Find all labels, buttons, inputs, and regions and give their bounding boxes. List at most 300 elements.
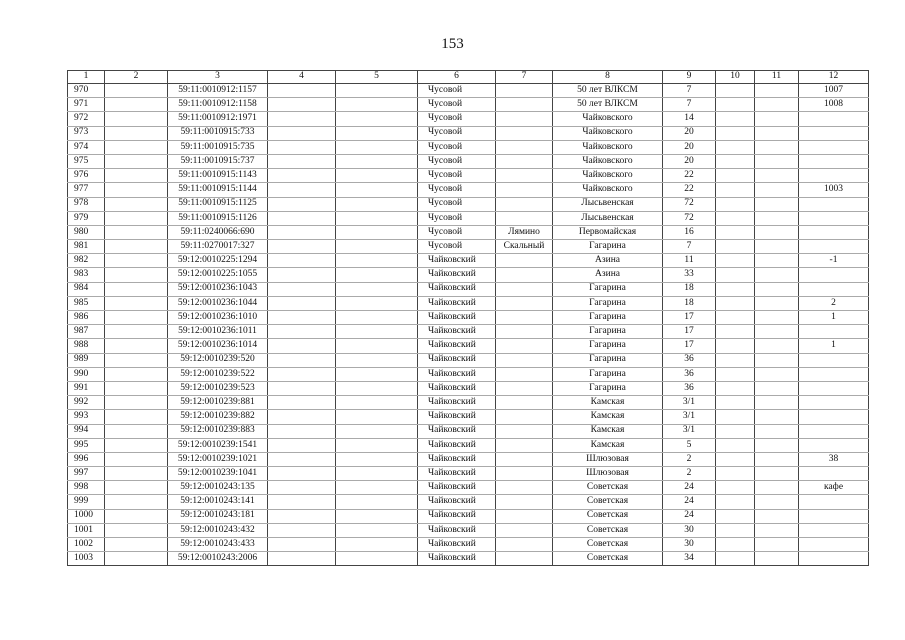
table-cell-col-11 [755, 410, 799, 424]
table-cell-col-11 [755, 339, 799, 353]
table-cell-col-6: Чайковский [418, 481, 496, 495]
table-cell-col-8: Азина [553, 268, 663, 282]
table-row [68, 169, 869, 183]
table-cell-col-2 [105, 240, 168, 254]
table-cell-col-5 [336, 523, 418, 537]
table-cell-col-8: Советская [553, 481, 663, 495]
table-cell-col-10 [716, 268, 755, 282]
table-cell-col-2 [105, 254, 168, 268]
table-cell-col-10 [716, 452, 755, 466]
table-cell-col-8: Гагарина [553, 282, 663, 296]
table-cell-col-1: 982 [68, 254, 105, 268]
table-row [68, 396, 869, 410]
table-cell-col-2 [105, 197, 168, 211]
table-cell-col-4 [268, 296, 336, 310]
table-cell-col-12: 38 [799, 452, 869, 466]
table-cell-col-3: 59:11:0010912:1158 [168, 98, 268, 112]
table-row [68, 112, 869, 126]
table-cell-col-1: 994 [68, 424, 105, 438]
registry-table [67, 70, 869, 566]
table-row [68, 296, 869, 310]
table-cell-col-9: 36 [663, 367, 716, 381]
table-cell-col-12 [799, 197, 869, 211]
table-cell-col-12 [799, 140, 869, 154]
table-cell-col-5 [336, 339, 418, 353]
table-row [68, 424, 869, 438]
table-cell-col-12 [799, 396, 869, 410]
table-cell-col-8: Гагарина [553, 311, 663, 325]
table-cell-col-10 [716, 467, 755, 481]
table-cell-col-2 [105, 169, 168, 183]
table-cell-col-11 [755, 552, 799, 566]
table-cell-col-8: Советская [553, 552, 663, 566]
table-cell-col-9: 3/1 [663, 424, 716, 438]
table-cell-col-2 [105, 353, 168, 367]
table-row [68, 481, 869, 495]
table-cell-col-5 [336, 353, 418, 367]
table-cell-col-10 [716, 552, 755, 566]
table-cell-col-8: Советская [553, 509, 663, 523]
table-cell-col-4 [268, 154, 336, 168]
table-cell-col-4 [268, 268, 336, 282]
table-cell-col-9: 18 [663, 282, 716, 296]
table-cell-col-9: 17 [663, 339, 716, 353]
table-cell-col-12 [799, 523, 869, 537]
table-row [68, 183, 869, 197]
table-cell-col-6: Чусовой [418, 225, 496, 239]
table-cell-col-8: Советская [553, 495, 663, 509]
table-cell-col-1: 977 [68, 183, 105, 197]
table-cell-col-3: 59:12:0010239:1541 [168, 438, 268, 452]
table-cell-col-6: Чайковский [418, 410, 496, 424]
table-cell-col-11 [755, 452, 799, 466]
table-cell-col-6: Чусовой [418, 112, 496, 126]
table-cell-col-3: 59:11:0270017:327 [168, 240, 268, 254]
table-cell-col-7 [496, 154, 553, 168]
table-cell-col-1: 987 [68, 325, 105, 339]
table-cell-col-3: 59:11:0010915:733 [168, 126, 268, 140]
table-cell-col-12 [799, 538, 869, 552]
table-cell-col-6: Чайковский [418, 296, 496, 310]
table-row [68, 467, 869, 481]
table-cell-col-1: 970 [68, 84, 105, 98]
table-cell-col-12 [799, 410, 869, 424]
table-cell-col-6: Чайковский [418, 495, 496, 509]
table-cell-col-2 [105, 225, 168, 239]
table-cell-col-8: Камская [553, 396, 663, 410]
table-cell-col-4 [268, 509, 336, 523]
table-cell-col-4 [268, 211, 336, 225]
table-cell-col-11 [755, 112, 799, 126]
table-cell-col-3: 59:12:0010225:1055 [168, 268, 268, 282]
table-cell-col-3: 59:12:0010243:135 [168, 481, 268, 495]
table-cell-col-12 [799, 424, 869, 438]
table-cell-col-8: Шлюзовая [553, 452, 663, 466]
table-cell-col-9: 72 [663, 197, 716, 211]
table-cell-col-5 [336, 296, 418, 310]
table-cell-col-11 [755, 140, 799, 154]
table-cell-col-10 [716, 481, 755, 495]
column-number-12: 12 [799, 71, 869, 84]
table-cell-col-1: 986 [68, 311, 105, 325]
table-cell-col-5 [336, 98, 418, 112]
table-cell-col-3: 59:12:0010239:1021 [168, 452, 268, 466]
table-cell-col-11 [755, 367, 799, 381]
table-cell-col-1: 997 [68, 467, 105, 481]
table-cell-col-10 [716, 495, 755, 509]
table-cell-col-2 [105, 112, 168, 126]
table-cell-col-4 [268, 481, 336, 495]
table-cell-col-1: 979 [68, 211, 105, 225]
table-row [68, 452, 869, 466]
table-cell-col-3: 59:12:0010243:141 [168, 495, 268, 509]
table-cell-col-2 [105, 325, 168, 339]
table-cell-col-10 [716, 126, 755, 140]
table-cell-col-4 [268, 438, 336, 452]
table-cell-col-3: 59:12:0010239:882 [168, 410, 268, 424]
table-cell-col-10 [716, 211, 755, 225]
table-cell-col-11 [755, 84, 799, 98]
table-cell-col-11 [755, 183, 799, 197]
table-cell-col-7 [496, 396, 553, 410]
table-cell-col-9: 20 [663, 140, 716, 154]
table-cell-col-7 [496, 183, 553, 197]
table-cell-col-3: 59:12:0010243:2006 [168, 552, 268, 566]
table-cell-col-8: Гагарина [553, 367, 663, 381]
table-cell-col-3: 59:12:0010225:1294 [168, 254, 268, 268]
table-cell-col-12 [799, 325, 869, 339]
table-cell-col-8: Советская [553, 538, 663, 552]
column-number-7: 7 [496, 71, 553, 84]
table-cell-col-12: 1 [799, 339, 869, 353]
table-cell-col-6: Чайковский [418, 509, 496, 523]
table-body [68, 71, 869, 566]
table-cell-col-6: Чайковский [418, 396, 496, 410]
table-cell-col-6: Чайковский [418, 438, 496, 452]
table-cell-col-10 [716, 438, 755, 452]
table-cell-col-5 [336, 140, 418, 154]
table-cell-col-12 [799, 367, 869, 381]
table-cell-col-7 [496, 112, 553, 126]
table-cell-col-10 [716, 154, 755, 168]
table-cell-col-1: 988 [68, 339, 105, 353]
table-row [68, 410, 869, 424]
table-cell-col-1: 974 [68, 140, 105, 154]
table-cell-col-11 [755, 481, 799, 495]
table-row [68, 84, 869, 98]
table-cell-col-1: 1000 [68, 509, 105, 523]
table-cell-col-6: Чусовой [418, 240, 496, 254]
table-cell-col-4 [268, 353, 336, 367]
table-cell-col-12 [799, 112, 869, 126]
table-cell-col-3: 59:11:0010915:735 [168, 140, 268, 154]
table-cell-col-4 [268, 325, 336, 339]
table-cell-col-12 [799, 211, 869, 225]
table-cell-col-12: 1 [799, 311, 869, 325]
table-cell-col-9: 3/1 [663, 396, 716, 410]
table-cell-col-2 [105, 438, 168, 452]
table-cell-col-6: Чусовой [418, 98, 496, 112]
table-cell-col-8: Камская [553, 424, 663, 438]
table-cell-col-3: 59:12:0010239:1041 [168, 467, 268, 481]
table-cell-col-5 [336, 282, 418, 296]
table-cell-col-2 [105, 396, 168, 410]
table-cell-col-8: Первомайская [553, 225, 663, 239]
table-cell-col-6: Чусовой [418, 154, 496, 168]
table-cell-col-11 [755, 126, 799, 140]
table-cell-col-7 [496, 552, 553, 566]
table-cell-col-11 [755, 467, 799, 481]
table-cell-col-7 [496, 211, 553, 225]
table-cell-col-12 [799, 353, 869, 367]
table-cell-col-7 [496, 353, 553, 367]
table-cell-col-11 [755, 438, 799, 452]
table-cell-col-7 [496, 98, 553, 112]
table-cell-col-9: 30 [663, 523, 716, 537]
table-cell-col-2 [105, 339, 168, 353]
table-cell-col-4 [268, 311, 336, 325]
table-cell-col-7 [496, 424, 553, 438]
table-cell-col-2 [105, 140, 168, 154]
table-cell-col-8: Шлюзовая [553, 467, 663, 481]
table-cell-col-5 [336, 552, 418, 566]
table-cell-col-3: 59:11:0010915:1143 [168, 169, 268, 183]
table-cell-col-12 [799, 154, 869, 168]
table-cell-col-6: Чайковский [418, 367, 496, 381]
table-cell-col-4 [268, 381, 336, 395]
table-cell-col-1: 971 [68, 98, 105, 112]
table-cell-col-7 [496, 282, 553, 296]
page-number: 153 [441, 36, 464, 52]
table-cell-col-10 [716, 424, 755, 438]
table-cell-col-4 [268, 84, 336, 98]
table-cell-col-1: 984 [68, 282, 105, 296]
table-row [68, 282, 869, 296]
table-cell-col-8: Гагарина [553, 325, 663, 339]
table-cell-col-5 [336, 495, 418, 509]
table-cell-col-11 [755, 296, 799, 310]
table-cell-col-2 [105, 268, 168, 282]
table-cell-col-1: 980 [68, 225, 105, 239]
table-cell-col-3: 59:12:0010236:1010 [168, 311, 268, 325]
table-cell-col-8: Камская [553, 410, 663, 424]
table-cell-col-2 [105, 84, 168, 98]
table-cell-col-9: 2 [663, 452, 716, 466]
table-cell-col-1: 1003 [68, 552, 105, 566]
table-cell-col-12: -1 [799, 254, 869, 268]
table-cell-col-8: Чайковского [553, 126, 663, 140]
table-row [68, 268, 869, 282]
table-cell-col-5 [336, 509, 418, 523]
table-row [68, 538, 869, 552]
table-cell-col-4 [268, 98, 336, 112]
table-cell-col-11 [755, 282, 799, 296]
table-cell-col-9: 7 [663, 98, 716, 112]
table-cell-col-7 [496, 523, 553, 537]
table-cell-col-1: 998 [68, 481, 105, 495]
table-cell-col-1: 992 [68, 396, 105, 410]
table-cell-col-7 [496, 438, 553, 452]
table-cell-col-9: 22 [663, 183, 716, 197]
table-cell-col-8: Чайковского [553, 154, 663, 168]
table-cell-col-3: 59:11:0240066:690 [168, 225, 268, 239]
table-cell-col-10 [716, 523, 755, 537]
column-number-8: 8 [553, 71, 663, 84]
table-cell-col-1: 978 [68, 197, 105, 211]
table-cell-col-8: Гагарина [553, 296, 663, 310]
table-cell-col-3: 59:12:0010239:883 [168, 424, 268, 438]
table-cell-col-5 [336, 183, 418, 197]
table-cell-col-3: 59:11:0010915:1125 [168, 197, 268, 211]
table-cell-col-12: 1008 [799, 98, 869, 112]
table-cell-col-8: Чайковского [553, 183, 663, 197]
table-cell-col-11 [755, 523, 799, 537]
table-cell-col-1: 999 [68, 495, 105, 509]
table-cell-col-10 [716, 282, 755, 296]
table-cell-col-9: 72 [663, 211, 716, 225]
table-cell-col-11 [755, 98, 799, 112]
table-cell-col-4 [268, 467, 336, 481]
table-cell-col-10 [716, 509, 755, 523]
table-cell-col-1: 993 [68, 410, 105, 424]
table-cell-col-7: Скальный [496, 240, 553, 254]
table-cell-col-3: 59:11:0010912:1971 [168, 112, 268, 126]
table-cell-col-2 [105, 98, 168, 112]
table-cell-col-2 [105, 282, 168, 296]
table-cell-col-10 [716, 396, 755, 410]
table-cell-col-1: 981 [68, 240, 105, 254]
table-cell-col-4 [268, 424, 336, 438]
table-cell-col-5 [336, 325, 418, 339]
table-cell-col-1: 991 [68, 381, 105, 395]
table-cell-col-5 [336, 424, 418, 438]
table-cell-col-10 [716, 84, 755, 98]
table-cell-col-5 [336, 311, 418, 325]
table-cell-col-5 [336, 381, 418, 395]
table-cell-col-6: Чусовой [418, 169, 496, 183]
table-row [68, 140, 869, 154]
table-cell-col-6: Чайковский [418, 339, 496, 353]
table-cell-col-9: 11 [663, 254, 716, 268]
table-cell-col-5 [336, 225, 418, 239]
table-row [68, 98, 869, 112]
table-cell-col-9: 16 [663, 225, 716, 239]
column-number-row [68, 71, 869, 84]
table-cell-col-12 [799, 268, 869, 282]
table-cell-col-12 [799, 240, 869, 254]
table-cell-col-4 [268, 282, 336, 296]
table-cell-col-11 [755, 211, 799, 225]
table-cell-col-6: Чайковский [418, 452, 496, 466]
table-cell-col-1: 983 [68, 268, 105, 282]
table-cell-col-2 [105, 367, 168, 381]
table-cell-col-9: 24 [663, 481, 716, 495]
table-cell-col-6: Чусовой [418, 84, 496, 98]
table-cell-col-6: Чайковский [418, 538, 496, 552]
table-cell-col-4 [268, 367, 336, 381]
table-cell-col-11 [755, 424, 799, 438]
table-cell-col-8: Азина [553, 254, 663, 268]
table-cell-col-6: Чайковский [418, 353, 496, 367]
table-cell-col-9: 24 [663, 509, 716, 523]
table-cell-col-4 [268, 339, 336, 353]
column-number-10: 10 [716, 71, 755, 84]
table-cell-col-9: 33 [663, 268, 716, 282]
table-cell-col-5 [336, 154, 418, 168]
table-cell-col-8: Камская [553, 438, 663, 452]
table-cell-col-4 [268, 183, 336, 197]
table-row [68, 240, 869, 254]
table-row [68, 311, 869, 325]
table-cell-col-12 [799, 495, 869, 509]
table-cell-col-6: Чайковский [418, 282, 496, 296]
table-cell-col-12 [799, 467, 869, 481]
table-cell-col-2 [105, 481, 168, 495]
table-cell-col-1: 990 [68, 367, 105, 381]
table-cell-col-2 [105, 552, 168, 566]
table-cell-col-2 [105, 126, 168, 140]
table-cell-col-2 [105, 424, 168, 438]
table-cell-col-3: 59:12:0010236:1014 [168, 339, 268, 353]
table-row [68, 225, 869, 239]
table-cell-col-8: Советская [553, 523, 663, 537]
table-cell-col-10 [716, 410, 755, 424]
table-cell-col-10 [716, 296, 755, 310]
table-cell-col-7 [496, 467, 553, 481]
table-cell-col-12: кафе [799, 481, 869, 495]
table-row [68, 523, 869, 537]
table-row [68, 126, 869, 140]
table-cell-col-8: Гагарина [553, 240, 663, 254]
table-cell-col-3: 59:12:0010236:1044 [168, 296, 268, 310]
table-cell-col-1: 995 [68, 438, 105, 452]
table-cell-col-3: 59:11:0010915:1144 [168, 183, 268, 197]
table-cell-col-10 [716, 367, 755, 381]
table-cell-col-12 [799, 509, 869, 523]
table-cell-col-8: Гагарина [553, 353, 663, 367]
table-cell-col-11 [755, 325, 799, 339]
table-cell-col-9: 2 [663, 467, 716, 481]
table-cell-col-12 [799, 381, 869, 395]
table-row [68, 339, 869, 353]
table-cell-col-5 [336, 467, 418, 481]
table-cell-col-6: Чайковский [418, 254, 496, 268]
table-row [68, 211, 869, 225]
table-cell-col-5 [336, 84, 418, 98]
table-cell-col-9: 24 [663, 495, 716, 509]
table-cell-col-2 [105, 211, 168, 225]
column-number-9: 9 [663, 71, 716, 84]
table-cell-col-4 [268, 112, 336, 126]
table-cell-col-7 [496, 410, 553, 424]
table-cell-col-9: 36 [663, 381, 716, 395]
table-cell-col-10 [716, 98, 755, 112]
table-cell-col-9: 14 [663, 112, 716, 126]
table-cell-col-8: Гагарина [553, 339, 663, 353]
table-cell-col-5 [336, 126, 418, 140]
column-number-5: 5 [336, 71, 418, 84]
table-cell-col-6: Чусовой [418, 197, 496, 211]
table-cell-col-1: 972 [68, 112, 105, 126]
table-cell-col-12 [799, 438, 869, 452]
table-cell-col-5 [336, 268, 418, 282]
table-cell-col-4 [268, 225, 336, 239]
table-row [68, 495, 869, 509]
table-cell-col-5 [336, 169, 418, 183]
table-cell-col-1: 1002 [68, 538, 105, 552]
table-cell-col-7 [496, 339, 553, 353]
table-cell-col-5 [336, 452, 418, 466]
